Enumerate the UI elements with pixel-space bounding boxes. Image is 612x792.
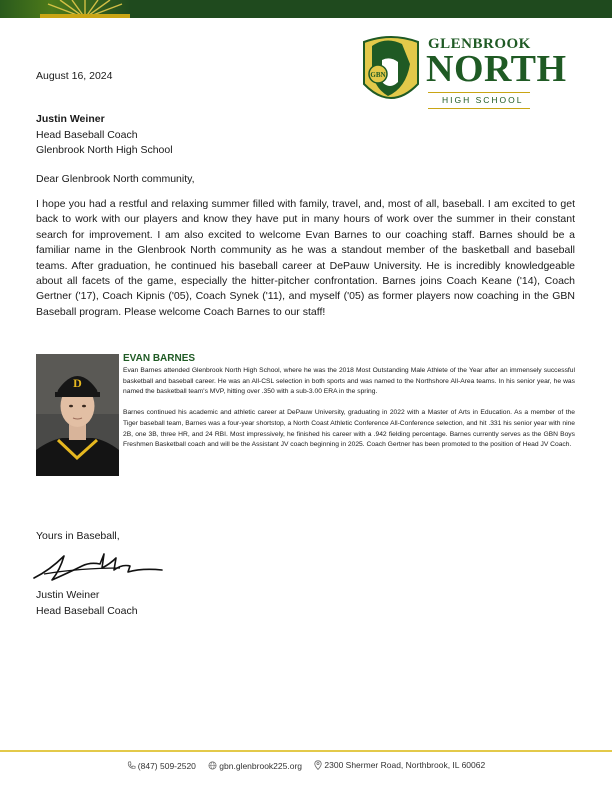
- phone-icon: [127, 761, 136, 770]
- sender-block: [36, 112, 173, 159]
- closing: Yours in Baseball,: [36, 530, 120, 542]
- logo-high-school: HIGH SCHOOL: [442, 95, 524, 105]
- logo-divider: [428, 92, 530, 93]
- signature-image: [30, 546, 170, 586]
- school-logo: [358, 34, 567, 114]
- letter-body: I hope you had a restful and relaxing summer filled with family, travel, and, most of all, baseball. I am excited to get back to work with our players and know they have put in many hours of work over the summer in their constant search for improvement. I am also excited to welcome Evan Barnes to our coaching staff. Barnes should be a familiar name in the Glenbrook North community as he was a standout member of the basketball and baseball teams. After graduation, he continued his baseball career at DePauw University. He is incredibly knowledgeable about all facets of the game, especially the hitter-pitcher confrontation. Barnes joins Coach Keane ('14), Coach Gertner ('17), Coach Kipnis ('05), Coach Synek ('11), and myself ('05) as former players now coaching in the GBN Baseball program. Please welcome Coach Barnes to our staff!: [36, 198, 575, 318]
- titan-head-icon: [358, 34, 424, 114]
- logo-badge-text: GBN: [370, 71, 386, 79]
- location-pin-icon: [314, 760, 322, 770]
- signer-name: Justin Weiner: [36, 589, 100, 601]
- logo-north: NORTH: [426, 48, 567, 90]
- footer-divider: [0, 750, 612, 752]
- footer-phone-text[interactable]: (847) 509-2520: [137, 760, 196, 771]
- salutation: Dear Glenbrook North community,: [36, 173, 195, 185]
- sunburst-icon: [40, 0, 130, 18]
- bio-paragraph-2: Barnes continued his academic and athletic career at DePauw University, graduating in 2022 with a Master of Arts in Education. As a member of the Tiger baseball team, Barnes was a four-year shortstop, a North Coast Athletic Conference All-Conference selection, and hit .331 his senior year with nine 2B, one 3B, three HR, and 24 RBI. Most impressively, he finished his career with a .942 fielding percentage. Barnes currently serves as the GBN Boys Freshmen Basketball coach and will be the Assistant JV coach beginning in 2025. Coach Gertner has been promoted to the position of Head JV Coach.: [123, 409, 575, 449]
- sender-name: Justin Weiner: [36, 113, 105, 125]
- footer-address: [314, 760, 485, 770]
- cap-logo-text: D: [73, 376, 82, 390]
- footer-website: [208, 761, 302, 771]
- logo-glenbrook: GLENBROOK: [428, 36, 531, 52]
- player-photo: [36, 354, 119, 476]
- logo-divider-bottom: [428, 108, 530, 109]
- bio-title: EVAN BARNES: [123, 353, 196, 364]
- globe-icon: [208, 761, 217, 770]
- top-banner: [0, 0, 612, 18]
- player-portrait: [36, 354, 119, 476]
- sender-title: Head Baseball Coach: [36, 128, 138, 141]
- letter-date: August 16, 2024: [36, 70, 113, 82]
- footer-address-text: 2300 Shermer Road, Northbrook, IL 60062: [324, 760, 486, 770]
- sender-organization: Glenbrook North High School: [36, 144, 173, 156]
- signer-title: Head Baseball Coach: [36, 604, 138, 617]
- footer-phone: [127, 761, 196, 771]
- bio-paragraph-1: Evan Barnes attended Glenbrook North High School, where he was the 2018 Most Outstanding Male Athlete of the Year after an immensely successful basketball and baseball career. He was an All-CSL selection in both sports and was named to the Northshore All-Area teams. In his senior year, he was named the basketball team's MVP, hitting over .350 with a sub-3.00 ERA in the spring.: [123, 367, 575, 396]
- bio-text: [123, 366, 575, 461]
- signer-block: [36, 588, 138, 619]
- footer-website-text[interactable]: gbn.glenbrook225.org: [219, 760, 303, 771]
- footer: [0, 760, 612, 772]
